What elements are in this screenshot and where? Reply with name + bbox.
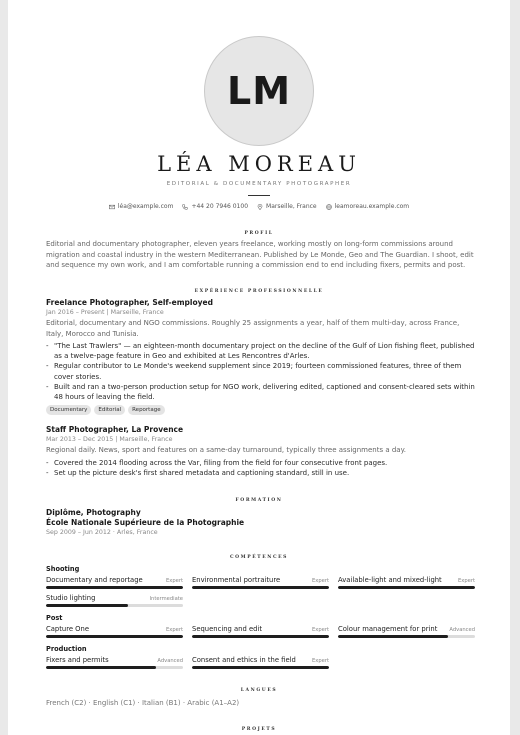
education-meta: Sep 2009 – Jun 2012 · Arles, France bbox=[46, 529, 158, 536]
contact-bar bbox=[8, 203, 510, 210]
skill-bar-fill bbox=[338, 635, 448, 638]
skill-bar-fill bbox=[46, 586, 183, 589]
job-bullet: - Covered the 2014 flooding across the Var, filing from the field for four consecutive front pages. bbox=[46, 458, 478, 468]
contact-email-text: léa@example.com bbox=[117, 203, 174, 210]
skill-level: Intermediate bbox=[149, 596, 183, 602]
skills-row bbox=[46, 656, 478, 669]
skill-name: Environmental portraiture bbox=[192, 576, 281, 584]
skill-name: Colour management for print bbox=[338, 625, 438, 633]
skill-level: Expert bbox=[166, 578, 183, 584]
skill-level: Expert bbox=[458, 578, 475, 584]
skill-bar-fill bbox=[46, 635, 183, 638]
skill-name: Fixers and permits bbox=[46, 656, 109, 664]
skills-row bbox=[46, 576, 478, 589]
contact-location bbox=[257, 203, 317, 210]
skill-category: Shooting bbox=[46, 565, 80, 573]
tag-documentary: Documentary bbox=[46, 405, 91, 415]
skill-item bbox=[338, 576, 475, 589]
header-divider bbox=[248, 195, 270, 196]
phone-icon bbox=[182, 204, 188, 210]
languages-heading: LANGUES bbox=[240, 688, 278, 693]
skill-item bbox=[192, 576, 329, 589]
skill-bar-fill bbox=[338, 586, 475, 589]
globe-icon bbox=[326, 204, 332, 210]
education-entry bbox=[46, 508, 478, 536]
skill-bar bbox=[46, 604, 183, 607]
job-bullet: - Built and ran a two-person production setup for NGO work, delivering edited, captioned and consent-cleared sets within 48 hours of leaving the field. bbox=[46, 382, 478, 402]
avatar-initials: LM bbox=[226, 69, 292, 113]
skill-level: Advanced bbox=[449, 627, 475, 633]
job-meta: Jan 2016 – Present | Marseille, France bbox=[46, 309, 164, 316]
experience-heading: EXPÉRIENCE PROFESSIONNELLE bbox=[194, 289, 324, 294]
education-heading: FORMATION bbox=[235, 498, 283, 503]
job-bullet: - "The Last Trawlers" — an eighteen-month documentary project on the decline of the Gulf of Lion fishing fleet, published as a twelve-page feature in Geo and exhibited at Les Rencontres d'Arles. bbox=[46, 341, 478, 361]
skill-category: Post bbox=[46, 614, 63, 622]
job-tags bbox=[46, 405, 478, 415]
job-summary: Editorial, documentary and NGO commissions. Roughly 25 assignments a year, half of them multi-day, across France, Italy, Morocco and Tunisia. bbox=[46, 319, 460, 338]
contact-website[interactable] bbox=[326, 203, 410, 210]
degree-title: Diplôme, Photography bbox=[46, 508, 141, 517]
skill-name: Studio lighting bbox=[46, 594, 96, 602]
skill-item bbox=[46, 656, 183, 669]
skill-item bbox=[46, 576, 183, 589]
skill-name: Documentary and reportage bbox=[46, 576, 143, 584]
tag-reportage: Reportage bbox=[128, 405, 164, 415]
skill-name: Available-light and mixed-light bbox=[338, 576, 442, 584]
skill-bar bbox=[192, 635, 329, 638]
job-bullets bbox=[46, 341, 478, 402]
job-summary: Regional daily. News, sport and features on a same-day turnaround, typically three assignments a day. bbox=[46, 446, 406, 454]
person-name: LÉA MOREAU bbox=[157, 152, 361, 176]
skill-name: Consent and ethics in the field bbox=[192, 656, 296, 664]
skill-item bbox=[192, 656, 329, 669]
skill-bar bbox=[46, 666, 183, 669]
profile-heading: PROFIL bbox=[244, 231, 274, 236]
skill-category: Production bbox=[46, 645, 87, 653]
contact-email[interactable] bbox=[109, 203, 174, 210]
job-entry bbox=[46, 298, 478, 415]
skill-bar bbox=[46, 586, 183, 589]
projects-heading: PROJETS bbox=[241, 727, 277, 732]
contact-website-text: leamoreau.example.com bbox=[334, 203, 410, 210]
job-bullets bbox=[46, 458, 478, 478]
school-name: École Nationale Supérieure de la Photographie bbox=[46, 518, 245, 527]
skill-item bbox=[46, 594, 183, 607]
skill-bar bbox=[338, 635, 475, 638]
job-meta: Mar 2013 – Dec 2015 | Marseille, France bbox=[46, 436, 173, 443]
skill-bar-fill bbox=[46, 604, 128, 607]
avatar bbox=[204, 36, 314, 146]
location-pin-icon bbox=[257, 204, 263, 210]
skill-bar bbox=[192, 586, 329, 589]
skill-level: Expert bbox=[312, 627, 329, 633]
mail-icon bbox=[109, 204, 115, 210]
skill-bar-fill bbox=[192, 586, 329, 589]
skill-name: Sequencing and edit bbox=[192, 625, 263, 633]
contact-phone[interactable] bbox=[182, 203, 248, 210]
contact-phone-text: +44 20 7946 0100 bbox=[191, 203, 249, 210]
skill-bar-fill bbox=[46, 666, 156, 669]
job-title: Freelance Photographer, Self-employed bbox=[46, 298, 213, 307]
job-title: Staff Photographer, La Provence bbox=[46, 425, 184, 434]
skill-level: Expert bbox=[166, 627, 183, 633]
tag-editorial: Editorial bbox=[94, 405, 125, 415]
resume-page bbox=[8, 0, 510, 735]
skill-level: Expert bbox=[312, 658, 329, 664]
skill-level: Expert bbox=[312, 578, 329, 584]
skill-item bbox=[192, 625, 329, 638]
skills-heading: COMPÉTENCES bbox=[229, 555, 289, 560]
skill-bar bbox=[46, 635, 183, 638]
skill-bar-fill bbox=[192, 666, 329, 669]
job-subtitle: EDITORIAL & DOCUMENTARY PHOTOGRAPHER bbox=[166, 181, 352, 187]
skills-row bbox=[46, 594, 478, 607]
profile-text: Editorial and documentary photographer, eleven years freelance, working mostly on long-form commissions around migration and coastal industry in the western Mediterranean. Published by Le Monde, Geo and The Guardian. I shoot, edit and sequence my own work, and I am comfortable running a commission end to end including fixers, permits and post. bbox=[46, 240, 474, 269]
job-bullet: - Regular contributor to Le Monde's weekend supplement since 2019; fourteen commissioned features, three of them cover stories. bbox=[46, 361, 478, 381]
skill-item bbox=[338, 625, 475, 638]
skill-level: Advanced bbox=[157, 658, 183, 664]
job-entry bbox=[46, 425, 478, 478]
job-bullet: - Set up the picture desk's first shared metadata and captioning standard, still in use. bbox=[46, 468, 478, 478]
contact-location-text: Marseille, France bbox=[266, 203, 317, 210]
skill-bar bbox=[192, 666, 329, 669]
skill-bar-fill bbox=[192, 635, 329, 638]
skill-item bbox=[46, 625, 183, 638]
languages-text: French (C2) · English (C1) · Italian (B1) · Arabic (A1–A2) bbox=[46, 699, 240, 707]
skills-row bbox=[46, 625, 478, 638]
skill-name: Capture One bbox=[46, 625, 90, 633]
skill-bar bbox=[338, 586, 475, 589]
